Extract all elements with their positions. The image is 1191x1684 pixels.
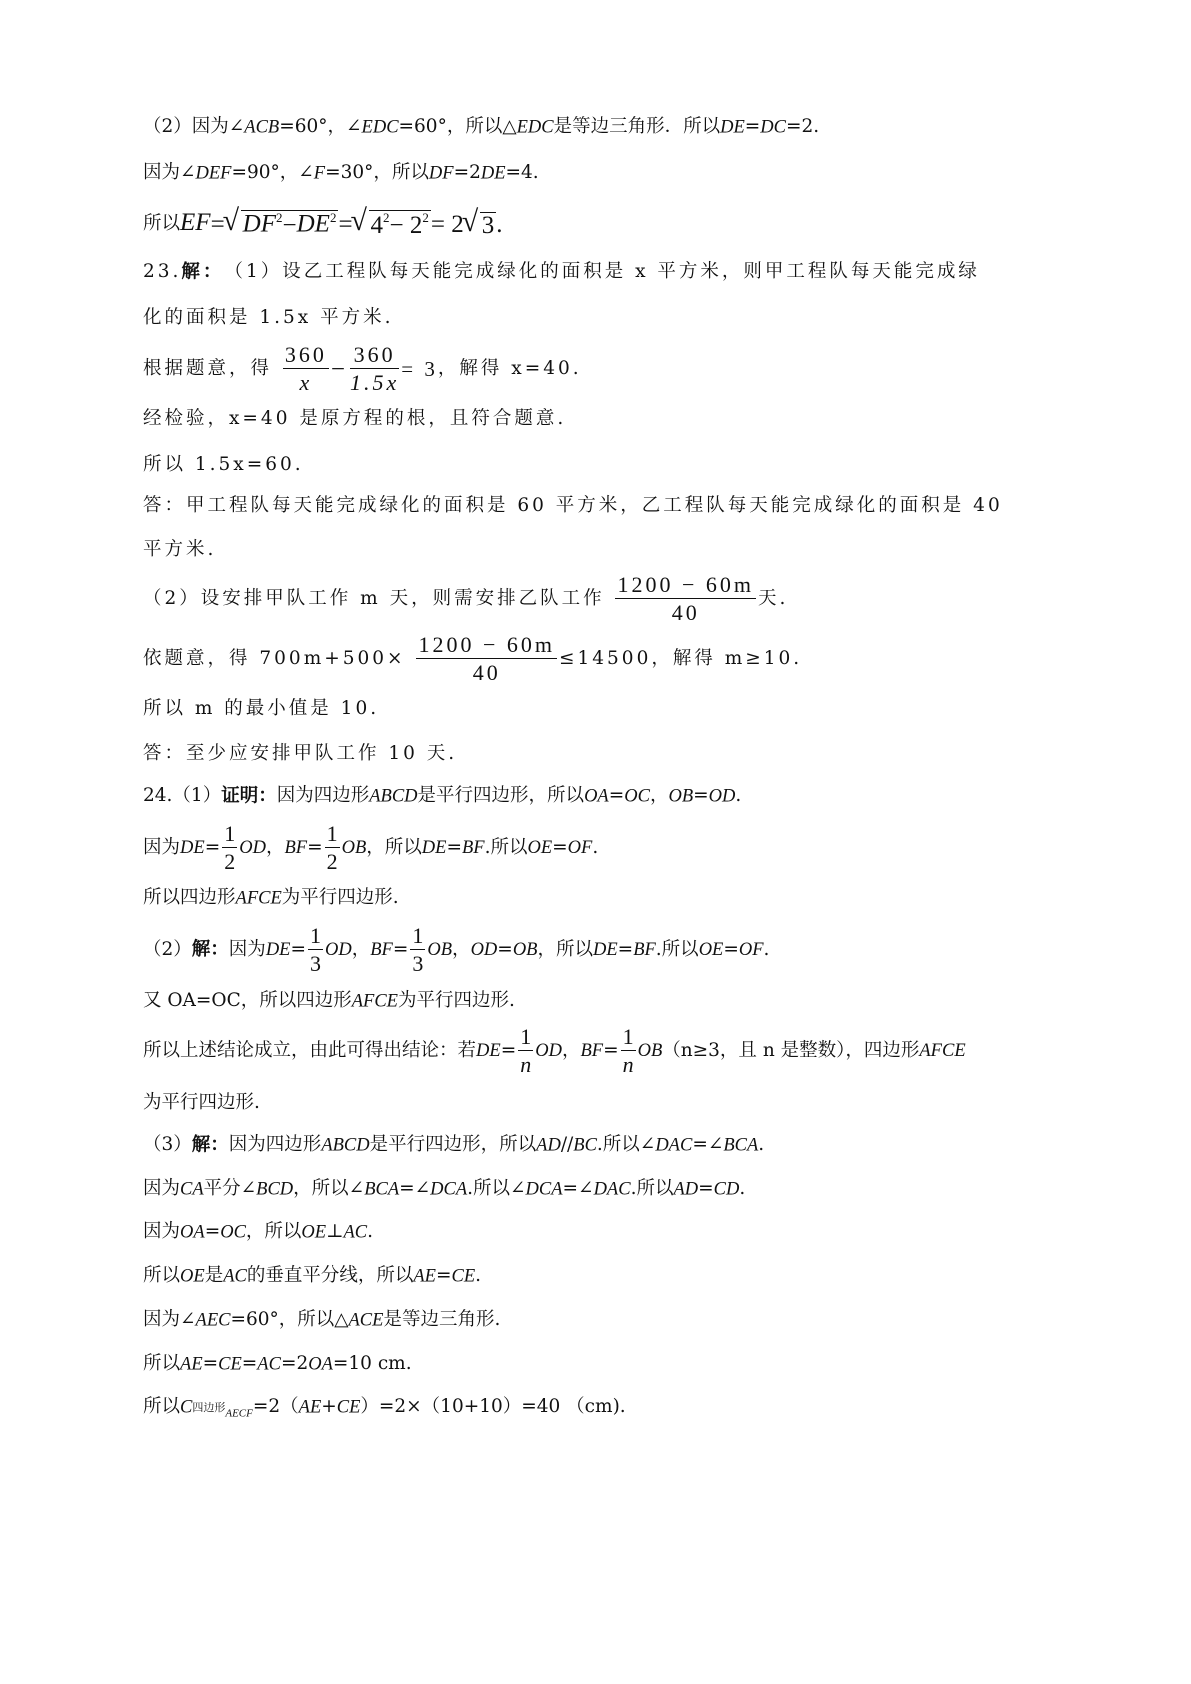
fraction-one-half-b: $\frac{1}{2}$ xyxy=(326,821,338,874)
line-19: 又 OA=OC，所以四边形AFCE为平行四边形. xyxy=(143,990,515,1012)
line-8: 所以 1.5x=60. xyxy=(143,454,304,475)
fraction-1200-60m-over-40: $\frac{1200 - 60m}{40}$ xyxy=(617,572,754,625)
fraction-one-third-a: $\frac{1}{3}$ xyxy=(310,923,321,976)
line-7: 经检验，x=40 是原方程的根，且符合题意. xyxy=(143,408,567,429)
line-12: 依题意，得 700m+500× $\frac{1200 - 60m}{40}$ ≤14500，解得 m≥10. xyxy=(143,632,803,685)
fraction-one-over-n-b: $\frac{1}{n}$ xyxy=(622,1024,634,1077)
fraction-360-1.5x: $\frac{360}{1.5x}$ xyxy=(350,342,400,395)
line-10: 平方米. xyxy=(143,539,217,560)
line-28: 所以C四边形$_{AECF}$=2（AE+CE）=2×（10+10）=40 （cm). xyxy=(143,1396,626,1420)
fraction-360-x: $\frac{360}{x}$ xyxy=(284,342,327,395)
line-17: 所以四边形AFCE为平行四边形. xyxy=(143,887,399,909)
line-14: 答：至少应安排甲队工作 10 天. xyxy=(143,743,458,764)
fraction-one-third-b: $\frac{1}{3}$ xyxy=(412,923,424,976)
line-18: （2）解：因为DE= $\frac{1}{3}$ OD，BF= $\frac{1}{3}$ OB，OD=OB，所以DE=BF.所以OE=OF. xyxy=(143,923,770,976)
line-24: 因为OA=OC，所以OE⊥AC. xyxy=(143,1221,374,1243)
line-13: 所以 m 的最小值是 10. xyxy=(143,698,380,719)
line-16: 因为DE= $\frac{1}{2}$ OD，BF= $\frac{1}{2}$ OB，所以DE=BF.所以OE=OF. xyxy=(143,821,599,874)
line-5: 化的面积是 1.5x 平方米. xyxy=(143,307,394,328)
sqrt-1: √ $DF^2-DE^2$ xyxy=(227,210,339,238)
line-25: 所以OE是AC的垂直平分线，所以AE=CE. xyxy=(143,1265,482,1287)
line-20: 所以上述结论成立，由此可得出结论：若DE= $\frac{1}{n}$ OD，BF= $\frac{1}{n}$ OB（n≥3，且 n 是整数），四边形AFCE xyxy=(143,1024,966,1077)
fraction-one-half-a: $\frac{1}{2}$ xyxy=(224,821,236,874)
line-1: （2）因为∠ACB=60°，∠EDC=60°，所以△EDC是等边三角形．所以DE=DC=2. xyxy=(143,116,820,138)
line-11: （2）设安排甲队工作 m 天，则需安排乙队工作 $\frac{1200 - 60m}{40}$ 天. xyxy=(143,572,789,625)
line-23: 因为CA平分∠BCD，所以∠BCA=∠DCA.所以∠DCA=∠DAC.所以AD=CD. xyxy=(143,1178,746,1200)
line-9: 答：甲工程队每天能完成绿化的面积是 60 平方米，乙工程队每天能完成绿化的面积是 40 xyxy=(143,495,1003,516)
sqrt-3: √ 3 xyxy=(466,211,497,238)
sqrt-2: √ $4^2- 2^2$ xyxy=(355,210,431,238)
line-27: 所以AE=CE=AC=2OA=10 cm. xyxy=(143,1353,412,1375)
line-26: 因为∠AEC=60°，所以△ACE是等边三角形. xyxy=(143,1309,501,1331)
line-3-ef-equation: 所以EF=√ $DF^2-DE^2=√$ $4^2- 2^2= 2√$ 3. xyxy=(143,210,503,238)
line-22: （3）解：因为四边形ABCD是平行四边形，所以AD//BC.所以∠DAC=∠BCA. xyxy=(143,1134,765,1156)
line-15: 24.（1）证明：因为四边形ABCD是平行四边形，所以OA=OC，OB=OD. xyxy=(143,785,742,807)
line-2: 因为∠DEF=90°，∠F=30°，所以DF=2DE=4. xyxy=(143,162,539,184)
fraction-1200-60m-over-40-b: $\frac{1200 - 60m}{40}$ xyxy=(418,632,555,685)
line-21: 为平行四边形. xyxy=(143,1092,260,1113)
line-6-equation: 根据题意，得 $\frac{360}{x}$ − $\frac{360}{1.5x}$ = 3，解得 x=40. xyxy=(143,342,582,395)
line-4: 23.解：（1）设乙工程队每天能完成绿化的面积是 x 平方米，则甲工程队每天能完成绿 xyxy=(143,261,980,283)
fraction-one-over-n-a: $\frac{1}{n}$ xyxy=(520,1024,532,1077)
